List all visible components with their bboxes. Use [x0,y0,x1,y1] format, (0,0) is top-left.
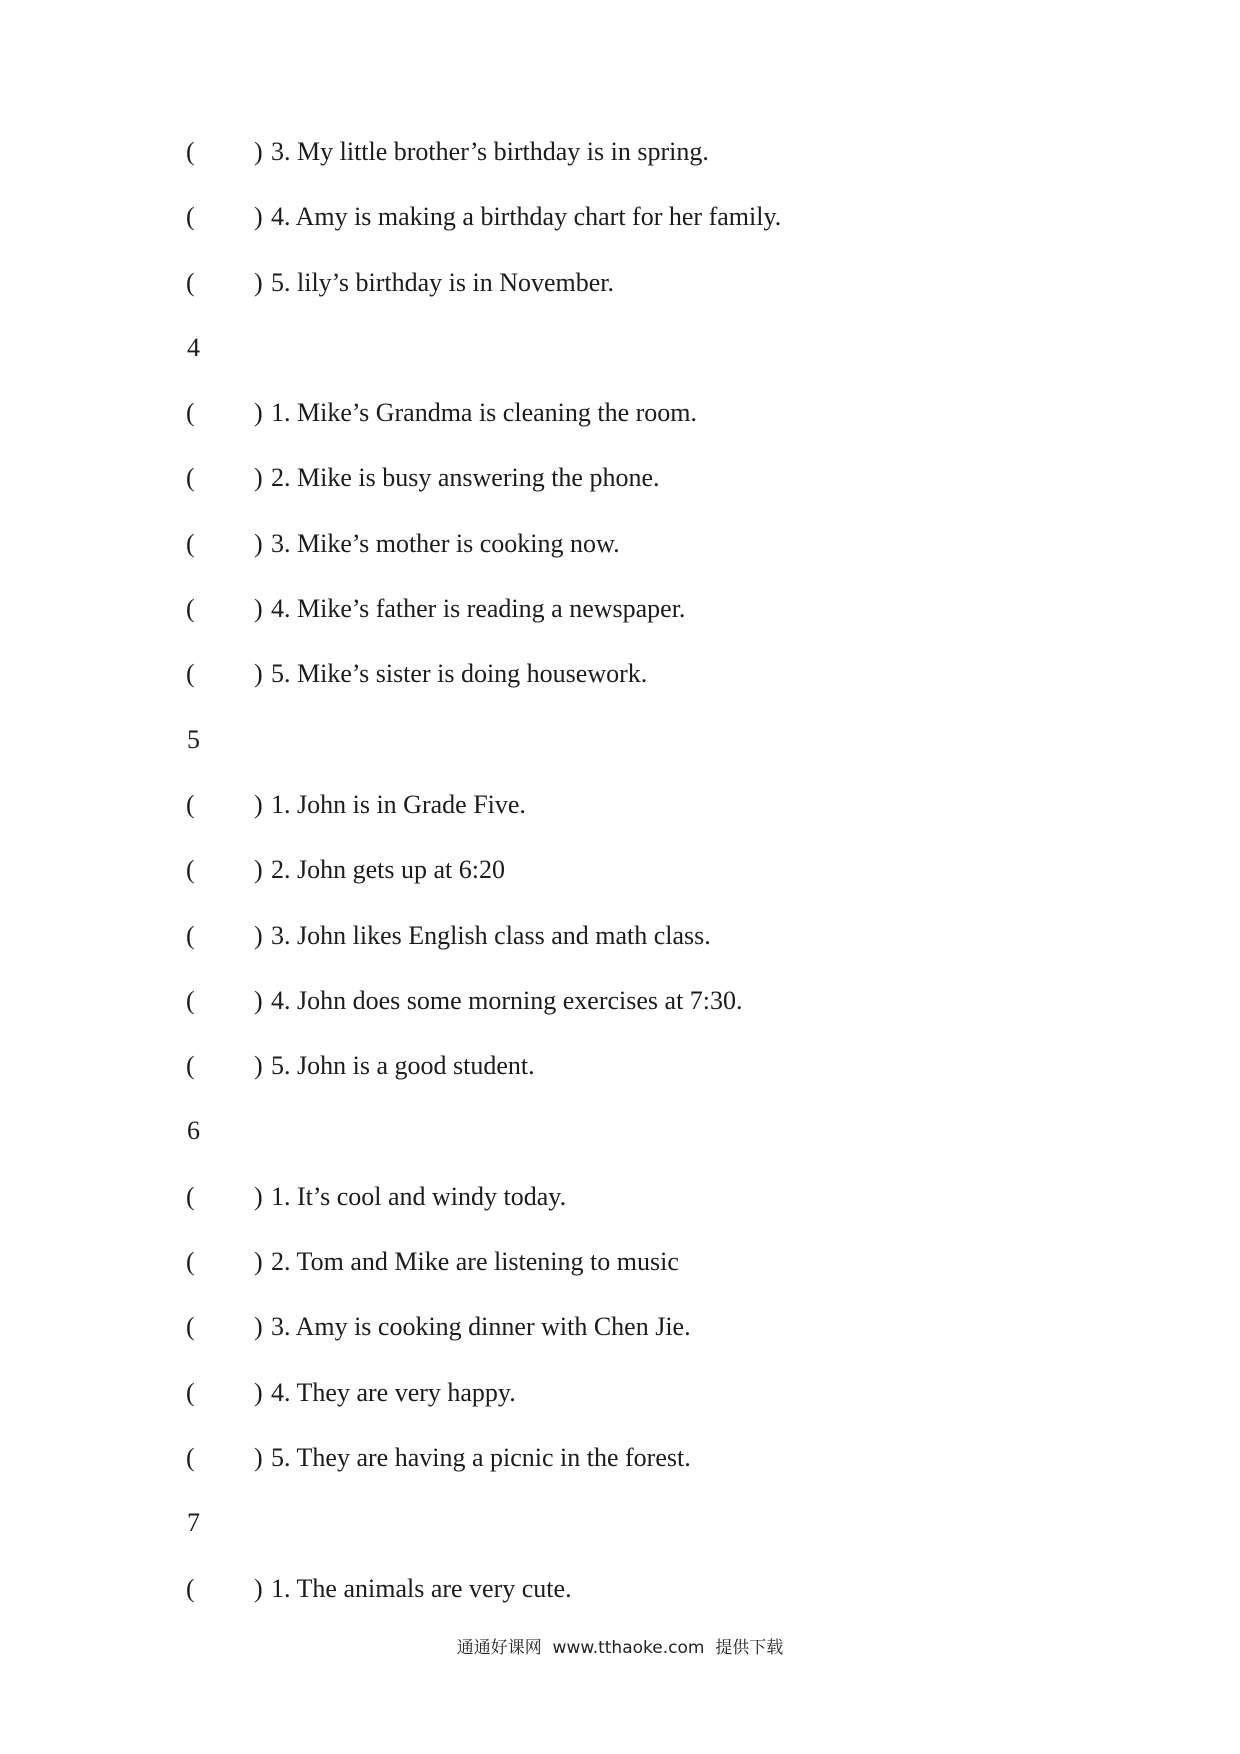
question-text: Mike’s Grandma is cleaning the room. [297,398,698,428]
question-row [0,1556,1240,1621]
question-row [0,1360,1240,1425]
answer-paren-close: ) [254,659,263,689]
section-number: 6 [187,1116,200,1146]
question [271,772,526,837]
question-row [0,119,1240,184]
question [271,445,660,510]
question [271,511,620,576]
question-row [0,184,1240,249]
answer-paren-close: ) [254,528,263,558]
question-row [0,1425,1240,1490]
section-number: 4 [187,332,200,362]
answer-paren-open: ( [186,528,195,558]
question-number: 5. [271,1051,291,1081]
question [271,968,743,1033]
answer-paren-open: ( [186,659,195,689]
question-number: 3. [271,528,291,558]
question [271,1360,516,1425]
question [271,837,505,902]
answer-paren-open: ( [186,463,195,493]
answer-paren-open: ( [186,267,195,297]
question-number: 4. [271,202,291,232]
answer-paren-open: ( [186,398,195,428]
answer-paren-close: ) [254,1247,263,1277]
answer-paren-close: ) [254,1442,263,1472]
question-number: 3. [271,1312,291,1342]
question-text: Mike’s father is reading a newspaper. [297,594,686,624]
question-number: 4. [271,985,291,1015]
question [271,184,781,249]
section-row [0,707,1240,772]
answer-paren-close: ) [254,985,263,1015]
question-number: 3. [271,920,291,950]
question [271,1229,679,1294]
question-number: 5. [271,1442,291,1472]
answer-paren-close: ) [254,855,263,885]
question [271,576,685,641]
question-text: Mike is busy answering the phone. [297,463,660,493]
question-number: 4. [271,594,291,624]
question-row [0,1033,1240,1098]
question-number: 5. [271,267,291,297]
question-text: They are very happy. [296,1377,516,1407]
question-row [0,511,1240,576]
question-row [0,250,1240,315]
answer-paren-open: ( [186,1377,195,1407]
question [271,380,697,445]
question-number: 2. [271,463,291,493]
answer-paren-open: ( [186,789,195,819]
question-text: Amy is making a birthday chart for her family. [295,202,782,232]
question [271,250,614,315]
answer-paren-close: ) [254,463,263,493]
question-number: 1. [271,1573,291,1603]
section-number: 5 [187,724,200,754]
question [271,903,711,968]
answer-paren-open: ( [186,1181,195,1211]
answer-paren-close: ) [254,1573,263,1603]
question [271,641,647,706]
answer-paren-close: ) [254,920,263,950]
footer-credit: 通通好课网 www.tthaoke.com 提供下载 [456,1638,784,1658]
answer-paren-open: ( [186,1573,195,1603]
question-number: 3. [271,137,291,166]
answer-paren-open: ( [186,920,195,950]
question-text: They are having a picnic in the forest. [296,1442,691,1472]
question-row [0,1294,1240,1359]
answer-paren-close: ) [254,1051,263,1081]
question-text: Tom and Mike are listening to music [296,1247,679,1277]
question [271,1164,566,1229]
answer-paren-close: ) [254,137,263,166]
question-number: 1. [271,398,291,428]
question-row [0,380,1240,445]
question-text: Mike’s sister is doing housework. [297,659,648,689]
question-text: John is a good student. [297,1051,535,1081]
question-row [0,1229,1240,1294]
answer-paren-close: ) [254,594,263,624]
question-row [0,576,1240,641]
question-number: 1. [271,1181,291,1211]
question-row [0,445,1240,510]
question-list [0,119,1240,1621]
answer-paren-close: ) [254,202,263,232]
question-text: Mike’s mother is cooking now. [297,528,620,558]
question-text: lily’s birthday is in November. [297,267,615,297]
answer-paren-close: ) [254,398,263,428]
question [271,1556,572,1621]
question-number: 5. [271,659,291,689]
question-row [0,968,1240,1033]
question-text: John is in Grade Five. [297,789,526,819]
question-row [0,641,1240,706]
question-text: My little brother’s birthday is in spring. [297,137,709,166]
question-number: 2. [271,855,291,885]
answer-paren-open: ( [186,1312,195,1342]
question-text: John gets up at 6:20 [297,855,505,885]
section-row [0,315,1240,380]
question-text: Amy is cooking dinner with Chen Jie. [295,1312,691,1342]
question-number: 1. [271,789,291,819]
question-row [0,1164,1240,1229]
question-text: John likes English class and math class. [297,920,711,950]
question [271,1294,691,1359]
question [271,1033,535,1098]
answer-paren-open: ( [186,1442,195,1472]
answer-paren-open: ( [186,985,195,1015]
section-row [0,1490,1240,1555]
question-number: 4. [271,1377,291,1407]
answer-paren-close: ) [254,1181,263,1211]
question-row [0,772,1240,837]
question-number: 2. [271,1247,291,1277]
answer-paren-open: ( [186,594,195,624]
question-row [0,837,1240,902]
question-text: It’s cool and windy today. [297,1181,567,1211]
answer-paren-open: ( [186,137,195,166]
answer-paren-close: ) [254,1377,263,1407]
answer-paren-open: ( [186,202,195,232]
answer-paren-open: ( [186,1051,195,1081]
question-row [0,903,1240,968]
section-row [0,1098,1240,1163]
section-number: 7 [187,1508,200,1538]
answer-paren-open: ( [186,1247,195,1277]
answer-paren-close: ) [254,1312,263,1342]
question [271,119,709,184]
answer-paren-close: ) [254,789,263,819]
question-text: John does some morning exercises at 7:30. [297,985,743,1015]
answer-paren-open: ( [186,855,195,885]
question-text: The animals are very cute. [296,1573,572,1603]
answer-paren-close: ) [254,267,263,297]
question [271,1425,691,1490]
